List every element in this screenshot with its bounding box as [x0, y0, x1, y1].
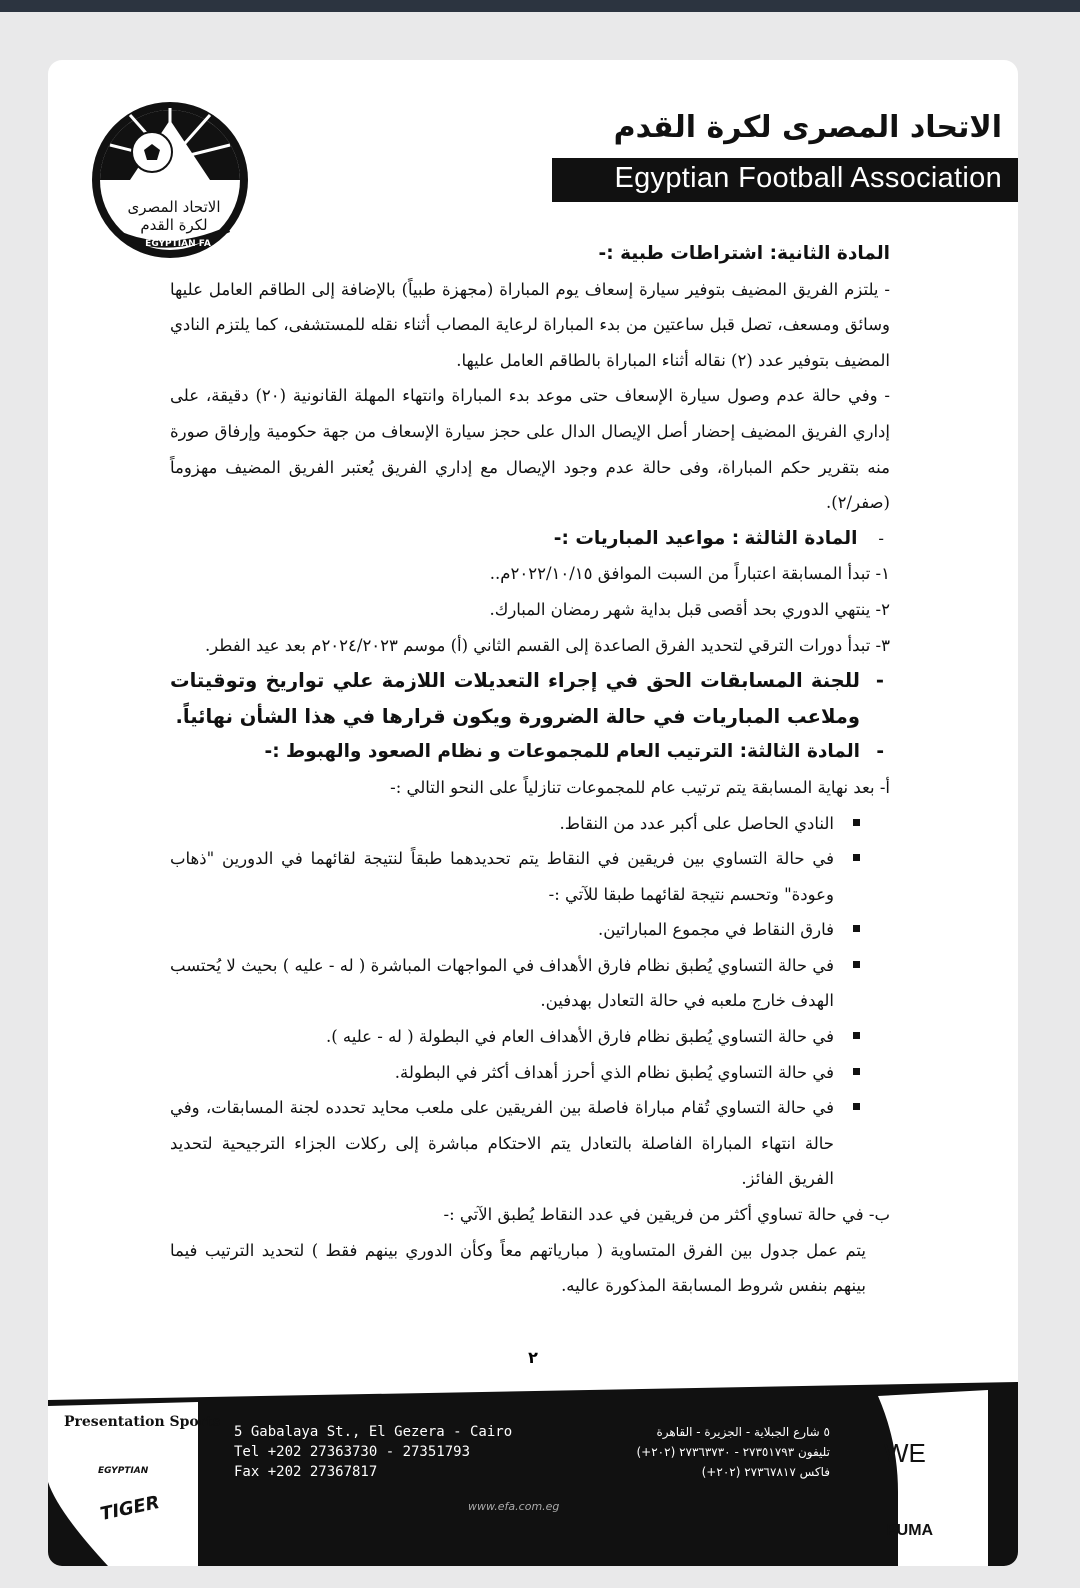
tel-english: Tel +202 27363730 - 27351793	[234, 1444, 471, 1460]
schedule-item: ٣- تبدأ دورات الترقي لتحديد الفرق الصاعدة إلى القسم الثاني (أ) موسم ٢٠٢٤/٢٠٢٣م بعد عيد الفطر.	[204, 635, 890, 655]
ranking-paragraph-b: يتم عمل جدول بين الفرق المتساوية ( مبارياتهم معاً وكأن الدوري بينهم فقط ) لتحديد الترتيب فيما بينهم بنفس شروط المسابقة المذكورة عاليه.	[170, 1240, 866, 1296]
article3b-heading-text: المادة الثالثة: الترتيب العام للمجموعات و نظام الصعود والهبوط :-	[264, 741, 860, 763]
address-english: 5 Gabalaya St., El Gezera - Cairo	[234, 1424, 513, 1440]
ranking-bullet: النادي الحاصل على أكبر عدد من النقاط.	[170, 806, 890, 842]
document-body	[170, 236, 890, 1304]
sponsor-we-logo: WE	[884, 1438, 926, 1468]
bullet-icon	[853, 854, 860, 861]
article2-heading: المادة الثانية: اشتراطات طبية :-	[598, 243, 890, 264]
ranking-intro-a: أ- بعد نهاية المسابقة يتم ترتيب عام للمجموعات تنازلياً على النحو التالي :-	[390, 777, 890, 797]
bullet-icon	[853, 819, 860, 826]
svg-text:EGYPTIAN FA: EGYPTIAN FA	[145, 239, 211, 249]
ranking-bullet: في حالة التساوي بين فريقين في النقاط يتم تحديدهما طبقاً لنتيجة لقائهما في الدورين "ذهاب وعودة" وتحسم نتيجة لقائهما طبقا للآتي :-	[170, 841, 890, 912]
article2-paragraph: - يلتزم الفريق المضيف بتوفير سيارة إسعاف يوم المباراة (مجهزة طبياً) بالإضافة إلى الطاقم العامل عليها وسائق ومسعف، تصل قبل ساعتين من بدء المباراة لرعاية المصاب أثناء نقله للمستشفى، كما يلتزم النادي المضيف بتوفير عدد (٢) نقاله أثناء المباراة بالطاقم العامل عليها.	[170, 279, 890, 370]
schedule-item: ٢- ينتهي الدوري بحد أقصى قبل بداية شهر رمضان المبارك.	[489, 599, 890, 619]
sponsor-egyptian-logo: EGYPTIAN	[98, 1466, 149, 1476]
schedule-item: ١- تبدأ المسابقة اعتباراً من السبت الموافق ٢٠٢٢/١٠/١٥م..	[489, 564, 890, 584]
article3b-heading: - المادة الثالثة: الترتيب العام للمجموعات و نظام الصعود والهبوط :-	[264, 741, 884, 763]
article3-heading-label: المادة الثالثة	[744, 527, 858, 549]
ranking-bullet: في حالة التساوي يُطبق نظام الذي أحرز أهداف أكثر في البطولة.	[170, 1055, 890, 1091]
window-top-bar	[0, 0, 1080, 12]
title-arabic: الاتحاد المصرى لكرة القدم	[613, 110, 1002, 145]
article3-heading-title: : مواعيد المباريات :-	[553, 527, 740, 549]
bullet-icon	[853, 1068, 860, 1075]
address-arabic: ٥ شارع الجبلاية - الجزيرة - القاهرة	[656, 1425, 830, 1439]
ranking-bullet: فارق النقاط في مجموع المباراتين.	[170, 912, 890, 948]
page-number: ٢	[528, 1348, 538, 1367]
sponsor-puma-logo: PUMA	[886, 1522, 934, 1539]
sponsor-tiger-logo: TIGER	[98, 1492, 162, 1525]
footer	[48, 1382, 1018, 1566]
title-english-bar	[552, 158, 1018, 200]
title-underline	[552, 200, 1018, 202]
ranking-bullet: في حالة التساوي تُقام مباراة فاصلة بين الفريقين على ملعب محايد تحدده لجنة المسابقات، وفي حالة انتهاء المباراة الفاصلة بالتعادل يتم الاحتكام مباشرة إلى ركلات الجزاء الترجيحية لتحديد الفريق الفائز.	[170, 1090, 890, 1197]
bullet-icon	[853, 925, 860, 932]
bullet-icon	[853, 961, 860, 968]
committee-note: - للجنة المسابقات الحق في إجراء التعديلات اللازمة علي تواريخ وتوقيتات وملاعب المباريات في حالة الضرورة ويكون قرارها في هذا الشأن نهائياً.	[170, 669, 884, 728]
bullet-icon	[853, 1032, 860, 1039]
tel-arabic: تليفون ٢٧٣٥١٧٩٣ - ٢٧٣٦٣٧٣٠ (٢٠٢+)	[636, 1445, 830, 1459]
ranking-bullet: في حالة التساوي يُطبق نظام فارق الأهداف العام في البطولة ( له - عليه ).	[170, 1019, 890, 1055]
fax-arabic: فاكس ٢٧٣٦٧٨١٧ (٢٠٢+)	[701, 1465, 830, 1479]
footer-background	[48, 1382, 1018, 1566]
ranking-intro-b: ب- في حالة تساوي أكثر من فريقين في عدد النقاط يُطبق الآتي :-	[443, 1205, 890, 1225]
bullet-icon	[853, 1103, 860, 1110]
article2-paragraph: - وفي حالة عدم وصول سيارة الإسعاف حتى موعد بدء المباراة وانتهاء المهلة القانونية (٢٠) دقيقة، على إداري الفريق المضيف إحضار أصل الإيصال الدال على حجز سيارة الإسعاف من جهة حكومية وإرفاق صورة منه بتقرير حكم المباراة، وفى حالة عدم وجود الإيصال مع إداري الفريق يُعتبر الفريق المضيف مهزوماً (صفر/٢).	[170, 386, 890, 513]
title-english: Egyptian Football Association	[614, 162, 1002, 194]
svg-text:الاتحاد المصرى: الاتحاد المصرى	[127, 198, 221, 216]
ranking-bullet: في حالة التساوي يُطبق نظام فارق الأهداف في المواجهات المباشرة ( له - عليه ) بحيث لا يُحتسب الهدف خارج ملعبه في حالة التعادل بهدفين.	[170, 948, 890, 1019]
svg-text:لكرة القدم: لكرة القدم	[140, 216, 208, 234]
website-link[interactable]: www.efa.com.eg	[468, 1500, 560, 1513]
sponsor-presentation-logo: Presentation Sports	[64, 1414, 221, 1430]
article3-heading: - المادة الثالثة : مواعيد المباريات :-	[553, 527, 884, 549]
document-page	[48, 60, 1018, 1566]
fax-english: Fax +202 27367817	[234, 1464, 378, 1480]
committee-note-text: للجنة المسابقات الحق في إجراء التعديلات اللازمة علي تواريخ وتوقيتات وملاعب المباريات في حالة الضرورة ويكون قرارها في هذا الشأن نهائياً.	[170, 669, 860, 728]
